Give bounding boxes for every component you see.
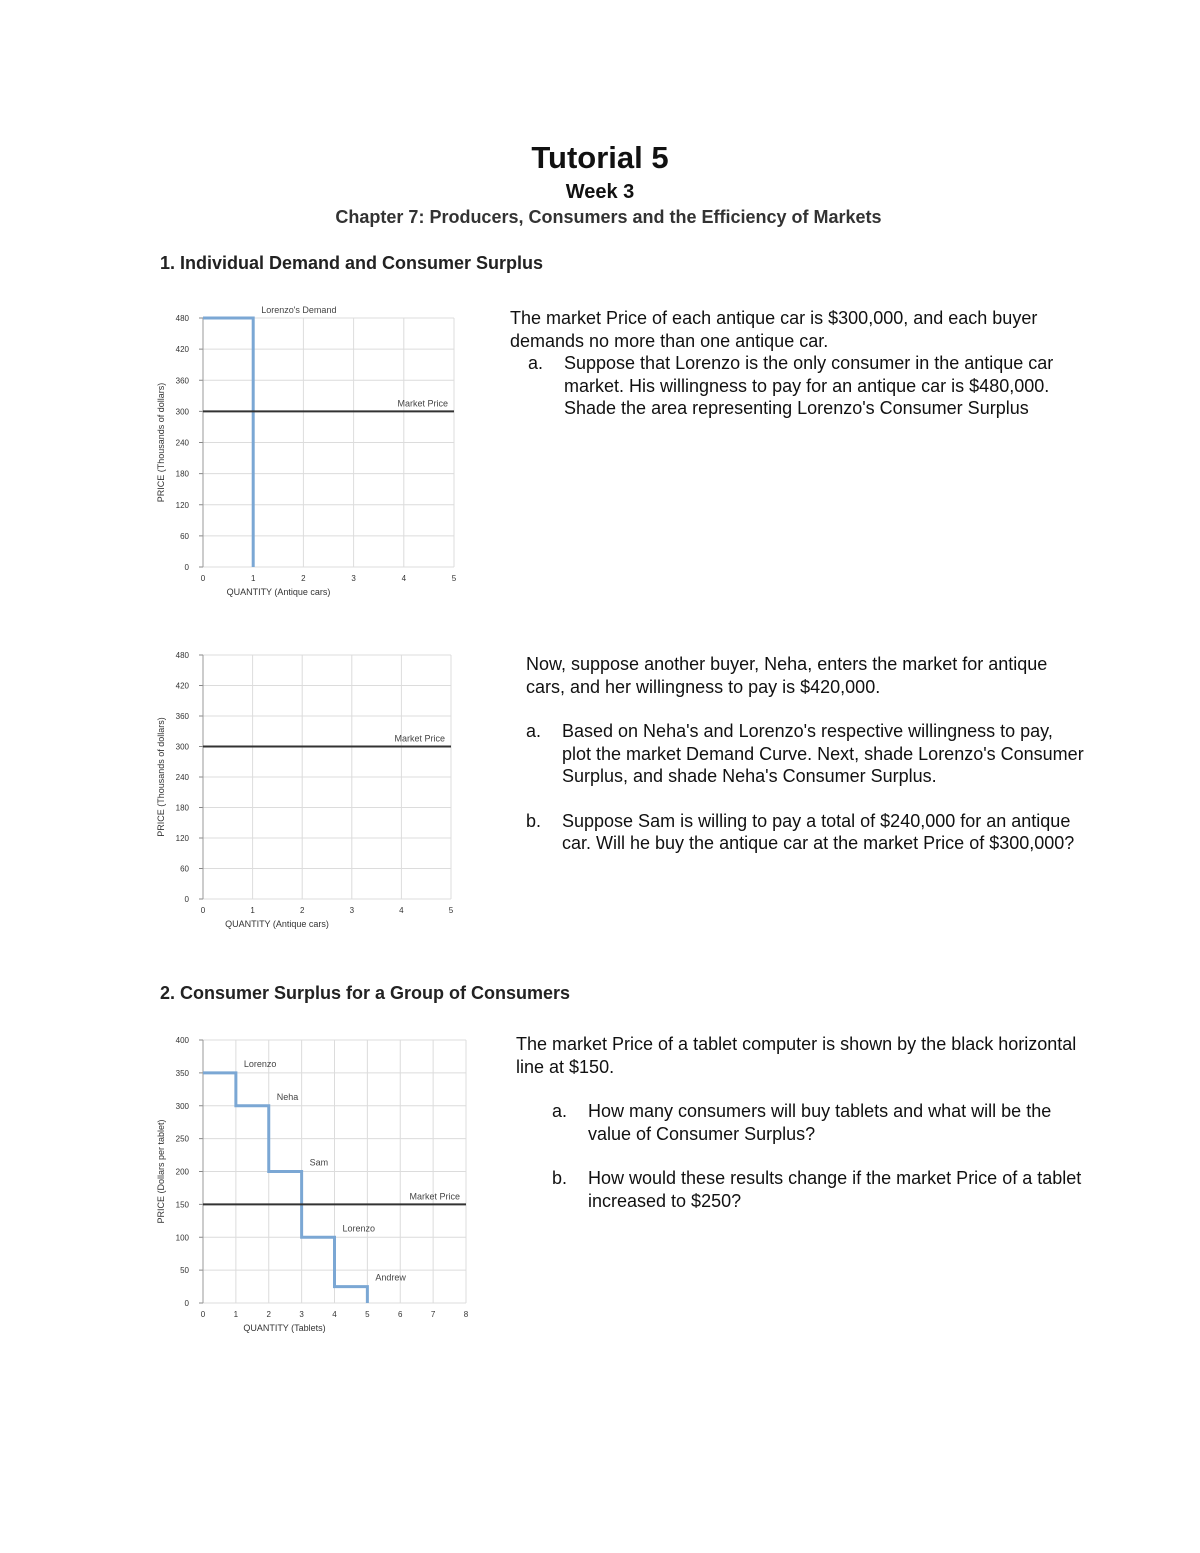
- x-tick-label: 6: [398, 1310, 403, 1319]
- question-2-text: [526, 653, 1086, 855]
- item-marker: a.: [526, 721, 542, 741]
- y-tick-label: 300: [175, 1101, 189, 1111]
- x-tick-label: 1: [233, 1310, 239, 1319]
- x-tick-label: 2: [301, 574, 306, 583]
- x-tick-label: 2: [299, 906, 305, 915]
- market-price-label: Market Price: [409, 1191, 460, 1202]
- buyer-label-sam: Sam: [309, 1157, 329, 1168]
- x-tick-label: 3: [349, 906, 355, 915]
- y-axis-label: PRICE (Dollars per tablet): [156, 1119, 166, 1224]
- y-tick-label: 60: [180, 864, 189, 874]
- question-1-intro: The market Price of each antique car is $300,000, and each buyer demands no more than one antique car.: [510, 308, 1038, 351]
- x-tick-label: 0: [200, 574, 206, 583]
- question-2-intro: Now, suppose another buyer, Neha, enters the market for antique cars, and her willingness to pay is $420,000.: [526, 654, 1048, 697]
- question-1a: [528, 352, 1080, 420]
- y-tick-label: 400: [175, 1036, 189, 1045]
- item-text: How would these results change if the market Price of a tablet increased to $250?: [588, 1168, 1082, 1211]
- question-1-text: [510, 307, 1080, 420]
- y-tick-label: 300: [175, 742, 189, 752]
- chart-tablet-demand: [150, 1030, 480, 1340]
- y-tick-label: 300: [175, 407, 189, 417]
- item-marker: a.: [528, 353, 544, 373]
- y-tick-label: 250: [175, 1134, 189, 1144]
- y-tick-label: 350: [175, 1068, 189, 1078]
- item-text: Suppose Sam is willing to pay a total of $240,000 for an antique car. Will he buy the antique car at the market Price of $300,000?: [562, 810, 1075, 853]
- market-price-label: Market Price: [397, 398, 448, 409]
- y-tick-label: 120: [175, 834, 189, 843]
- x-tick-label: 4: [332, 1310, 337, 1319]
- y-tick-label: 360: [175, 712, 189, 721]
- y-tick-label: 180: [175, 469, 189, 479]
- y-tick-label: 420: [175, 681, 189, 691]
- y-tick-label: 480: [175, 314, 189, 323]
- market-price-label: Market Price: [394, 733, 445, 744]
- buyer-label-lorenzo-2: Lorenzo: [342, 1223, 376, 1234]
- y-tick-label: 60: [180, 531, 189, 541]
- item-text: How many consumers will buy tablets and what will be the value of Consumer Surplus?: [588, 1101, 1052, 1144]
- y-tick-label: 420: [175, 345, 189, 355]
- x-tick-label: 4: [401, 574, 407, 583]
- y-axis-label: PRICE (Thousands of dollars): [156, 382, 166, 503]
- question-3-text: [516, 1033, 1086, 1212]
- chapter-title: Chapter 7: Producers, Consumers and the Efficiency of Markets: [335, 207, 882, 227]
- question-2a: [526, 720, 1086, 788]
- question-3-intro: The market Price of a tablet computer is shown by the black horizontal line at $150.: [516, 1034, 1077, 1077]
- item-marker: a.: [552, 1101, 568, 1121]
- item-text: Suppose that Lorenzo is the only consumer in the antique car market. His willingness to pay for an antique car is $480,000. Shade the area representing Lorenzo's Consumer Surplus: [564, 353, 1054, 418]
- x-axis-label: QUANTITY (Antique cars): [225, 919, 329, 929]
- x-tick-label: 5: [365, 1310, 370, 1319]
- x-tick-label: 8: [463, 1310, 469, 1319]
- question-3a: [552, 1100, 1086, 1145]
- section2-heading: 2. Consumer Surplus for a Group of Consumers: [160, 983, 571, 1003]
- y-tick-label: 50: [180, 1266, 189, 1276]
- x-tick-label: 1: [250, 574, 256, 583]
- buyer-label-andrew: Andrew: [375, 1272, 406, 1283]
- y-tick-label: 240: [175, 438, 189, 448]
- y-tick-label: 360: [175, 376, 189, 386]
- question-2b: [526, 810, 1086, 855]
- question-3b: [552, 1167, 1086, 1212]
- x-tick-label: 7: [430, 1310, 436, 1319]
- y-tick-label: 150: [175, 1200, 189, 1210]
- tablet-demand-line: [203, 1073, 367, 1303]
- x-tick-label: 4: [399, 906, 404, 915]
- item-marker: b.: [526, 810, 542, 831]
- week-label: Week 3: [565, 181, 635, 203]
- y-axis-label: PRICE (Thousands of dollars): [156, 717, 166, 837]
- item-text: Based on Neha's and Lorenzo's respective willingness to pay, plot the market Demand Curve. Next, shade Lorenzo's Consumer Surplus, and shade Neha's Consumer Surplus.: [562, 721, 1084, 786]
- y-tick-label: 0: [184, 563, 189, 572]
- y-tick-label: 120: [175, 500, 189, 510]
- x-tick-label: 5: [448, 906, 454, 915]
- chart-blank-market: [150, 640, 470, 940]
- y-tick-label: 240: [175, 773, 189, 782]
- x-tick-label: 3: [351, 574, 356, 583]
- buyer-label-lorenzo: Lorenzo: [243, 1058, 277, 1069]
- x-tick-label: 3: [299, 1310, 304, 1319]
- item-marker: b.: [552, 1168, 568, 1188]
- y-tick-label: 180: [175, 803, 189, 813]
- y-tick-label: 0: [184, 1299, 189, 1308]
- y-tick-label: 100: [175, 1233, 189, 1243]
- x-tick-label: 0: [200, 906, 206, 915]
- x-axis-label: QUANTITY (Antique cars): [226, 587, 331, 597]
- y-tick-label: 0: [184, 895, 189, 904]
- y-tick-label: 480: [175, 651, 189, 660]
- y-tick-label: 200: [175, 1167, 189, 1177]
- demand-label: Lorenzo's Demand: [261, 305, 337, 315]
- buyer-label-neha: Neha: [276, 1091, 299, 1102]
- x-tick-label: 5: [451, 574, 457, 583]
- page-title: Tutorial 5: [531, 140, 669, 175]
- section1-heading: 1. Individual Demand and Consumer Surplus: [160, 253, 544, 273]
- chart-lorenzo-demand: [150, 300, 470, 600]
- x-tick-label: 2: [266, 1310, 271, 1319]
- x-tick-label: 1: [250, 906, 255, 915]
- x-tick-label: 0: [200, 1310, 206, 1319]
- x-axis-label: QUANTITY (Tablets): [243, 1323, 326, 1333]
